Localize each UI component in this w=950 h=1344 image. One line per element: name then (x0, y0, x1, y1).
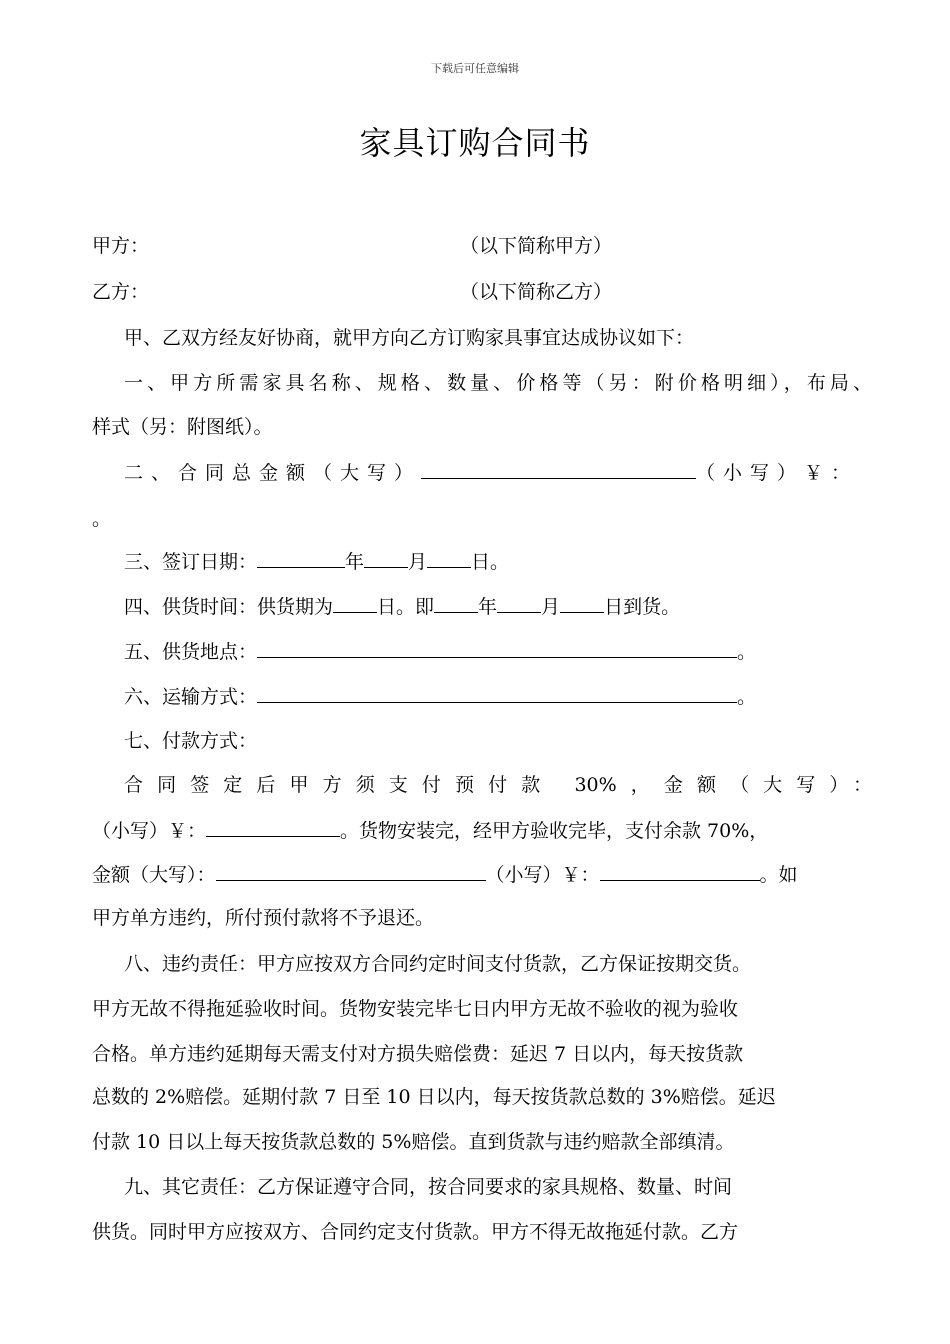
clause3-line (92, 547, 872, 576)
clause8-line5: 付款 10 日以上每天按货款总数的 5%赔偿。直到货款与违约赔款全部缜清。 (92, 1131, 735, 1153)
clause7-line3-middle: （小写）￥： (485, 864, 600, 886)
clause2-middle: （小写）￥： (696, 462, 859, 484)
transport-method-blank (257, 682, 737, 703)
clause8-line1: 八、违约责任：甲方应按双方合同约定时间支付货款，乙方保证按期交货。 (124, 953, 752, 975)
clause3-prefix: 三、签订日期： (124, 551, 258, 573)
party-b-note: （以下简称乙方） (460, 281, 613, 303)
clause9-line2: 供货。同时甲方应按双方、合同约定支付货款。甲方不得无故拖延付款。乙方 (92, 1221, 739, 1243)
clause4-line (92, 592, 872, 621)
balance-capital-blank (216, 860, 486, 881)
clause5-end: 。 (737, 641, 757, 663)
clause1-line1: 一、甲方所需家具名称、规格、数量、价格等（另：附价格明细），布局、 (124, 372, 872, 394)
clause7-line3 (92, 860, 872, 889)
sign-month-blank (364, 547, 408, 568)
clause7-line2-suffix: 。货物安装完，经甲方验收完毕，支付余款 70%， (340, 820, 769, 842)
clause4-month: 月 (541, 596, 561, 618)
clause3-month: 月 (408, 551, 428, 573)
clause2-line (92, 458, 884, 487)
clause8-line2: 甲方无故不得拖延验收时间。货物安装完毕七日内甲方无故不验收的视为验收 (92, 998, 739, 1020)
party-a-note: （以下简称甲方） (460, 235, 613, 257)
supply-days-blank (333, 592, 377, 613)
header-note: 下载后可任意编辑 (431, 62, 519, 75)
clause4-end: 日到货。 (604, 596, 681, 618)
supply-location-blank (257, 637, 737, 658)
clause4-prefix: 四、供货时间：供货期为 (124, 596, 334, 618)
delivery-month-blank (497, 592, 541, 613)
party-a-label: 甲方： (92, 235, 150, 257)
clause7-line3-prefix: 金额（大写）： (92, 864, 216, 886)
clause7-heading: 七、付款方式： (124, 730, 258, 752)
clause1-line2: 样式（另：附图纸）。 (92, 416, 273, 438)
clause6-line (92, 682, 872, 711)
delivery-day-blank (560, 592, 604, 613)
sign-day-blank (427, 547, 471, 568)
document-title: 家具订购合同书 (359, 124, 591, 162)
sign-year-blank (257, 547, 345, 568)
total-amount-capital-blank (421, 458, 696, 479)
clause6-end: 。 (737, 686, 757, 708)
clause3-year: 年 (345, 551, 365, 573)
clause7-line2 (92, 816, 872, 845)
delivery-year-blank (434, 592, 478, 613)
clause7-line3-suffix: 。如 (759, 864, 798, 886)
clause8-line4: 总数的 2%赔偿。延期付款 7 日至 10 日以内，每天按货款总数的 3%赔偿。延迟 (92, 1086, 776, 1108)
party-a-line (92, 232, 872, 260)
clause7-line2-prefix: （小写）￥： (92, 820, 207, 842)
clause2-prefix: 二、合同总金额（大写） (124, 462, 422, 484)
clause9-line1: 九、其它责任：乙方保证遵守合同，按合同要求的家具规格、数量、时间 (124, 1176, 733, 1198)
intro-paragraph: 甲、乙双方经友好协商，就甲方向乙方订购家具事宜达成协议如下： (124, 327, 695, 349)
clause7-line4: 甲方单方违约，所付预付款将不予退还。 (92, 907, 435, 929)
clause8-line3: 合格。单方违约延期每天需支付对方损失赔偿费：延迟 7 日以内，每天按货款 (92, 1043, 744, 1065)
clause2-end: 。 (92, 508, 112, 530)
clause6-prefix: 六、运输方式： (124, 686, 258, 708)
clause5-prefix: 五、供货地点： (124, 641, 258, 663)
balance-lowercase-blank (600, 860, 760, 881)
clause5-line (92, 637, 872, 666)
clause3-day: 日。 (471, 551, 510, 573)
prepayment-lowercase-blank (206, 816, 340, 837)
clause4-day1: 日。即 (377, 596, 435, 618)
party-b-line (92, 278, 872, 306)
clause4-year: 年 (478, 596, 498, 618)
party-b-label: 乙方： (92, 281, 150, 303)
clause7-line1: 合同签定后甲方须支付预付款 30%，金额（大写）： (124, 774, 872, 796)
